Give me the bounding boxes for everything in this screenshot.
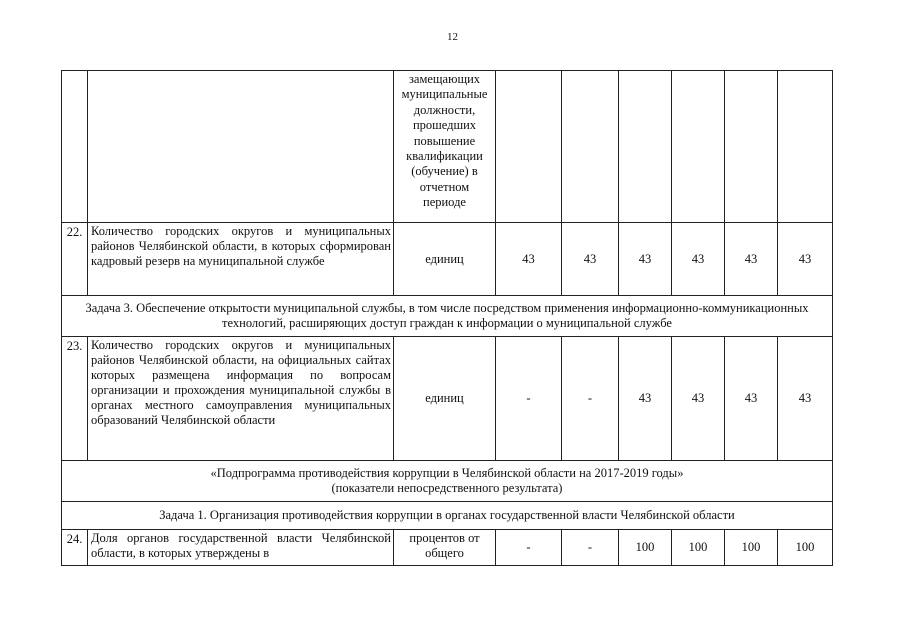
value-cell: 43 xyxy=(562,223,619,296)
unit-cell: процентов от общего xyxy=(394,530,496,566)
table-row xyxy=(62,530,833,566)
section-heading-row xyxy=(62,296,833,337)
value-cell: 43 xyxy=(672,223,725,296)
indicator-name: Доля органов государственной власти Челябинской области, в которых утверждены в xyxy=(88,530,394,566)
indicator-name: Количество городских округов и муниципальных районов Челябинской области, на официальных сайтах которых размещена информация по вопросам организации и прохождения муниципальной службы в органах местного самоуправления муниципальных образований Челябинской области xyxy=(88,337,394,461)
subprogram-heading-row xyxy=(62,461,833,502)
value-cell: 43 xyxy=(725,223,778,296)
value-cell xyxy=(619,71,672,223)
task-heading: Задача 1. Организация противодействия коррупции в органах государственной власти Челябинской области xyxy=(62,502,833,530)
value-cell xyxy=(778,71,833,223)
value-cell: 43 xyxy=(672,337,725,461)
subprogram-title: «Подпрограмма противодействия коррупции в Челябинской области на 2017-2019 годы» xyxy=(210,466,684,480)
value-cell: 43 xyxy=(619,223,672,296)
value-cell: 43 xyxy=(619,337,672,461)
page-number: 12 xyxy=(447,31,458,43)
task-heading: Задача 3. Обеспечение открытости муниципальной службы, в том числе посредством применения информационно-коммуникационных технологий, расширяющих доступ граждан к информации о муниципальной службе xyxy=(62,296,833,337)
value-cell: 43 xyxy=(778,337,833,461)
subprogram-heading xyxy=(62,461,833,502)
value-cell: - xyxy=(562,530,619,566)
value-cell: 100 xyxy=(725,530,778,566)
unit-cell: единиц xyxy=(394,337,496,461)
value-cell xyxy=(496,71,562,223)
value-cell: 100 xyxy=(619,530,672,566)
unit-cell: замещающих муниципальные должности, прошедших повышение квалификации (обучение) в отчетном периоде xyxy=(394,71,496,223)
value-cell xyxy=(672,71,725,223)
indicator-name-cell xyxy=(88,71,394,223)
row-number: 23. xyxy=(62,337,88,461)
indicators-table xyxy=(61,70,833,566)
table-row xyxy=(62,223,833,296)
table-row xyxy=(62,71,833,223)
indicator-name: Количество городских округов и муниципальных районов Челябинской области, в которых сформирован кадровый резерв на муниципальной службе xyxy=(88,223,394,296)
value-cell: 100 xyxy=(778,530,833,566)
value-cell xyxy=(725,71,778,223)
value-cell: - xyxy=(496,530,562,566)
row-number-cell xyxy=(62,71,88,223)
value-cell: - xyxy=(562,337,619,461)
value-cell: 43 xyxy=(725,337,778,461)
row-number: 24. xyxy=(62,530,88,566)
table-row xyxy=(62,337,833,461)
value-cell: - xyxy=(496,337,562,461)
unit-cell: единиц xyxy=(394,223,496,296)
value-cell: 100 xyxy=(672,530,725,566)
value-cell: 43 xyxy=(496,223,562,296)
row-number: 22. xyxy=(62,223,88,296)
section-heading-row xyxy=(62,502,833,530)
value-cell: 43 xyxy=(778,223,833,296)
subprogram-subtitle: (показатели непосредственного результата) xyxy=(331,481,563,495)
value-cell xyxy=(562,71,619,223)
